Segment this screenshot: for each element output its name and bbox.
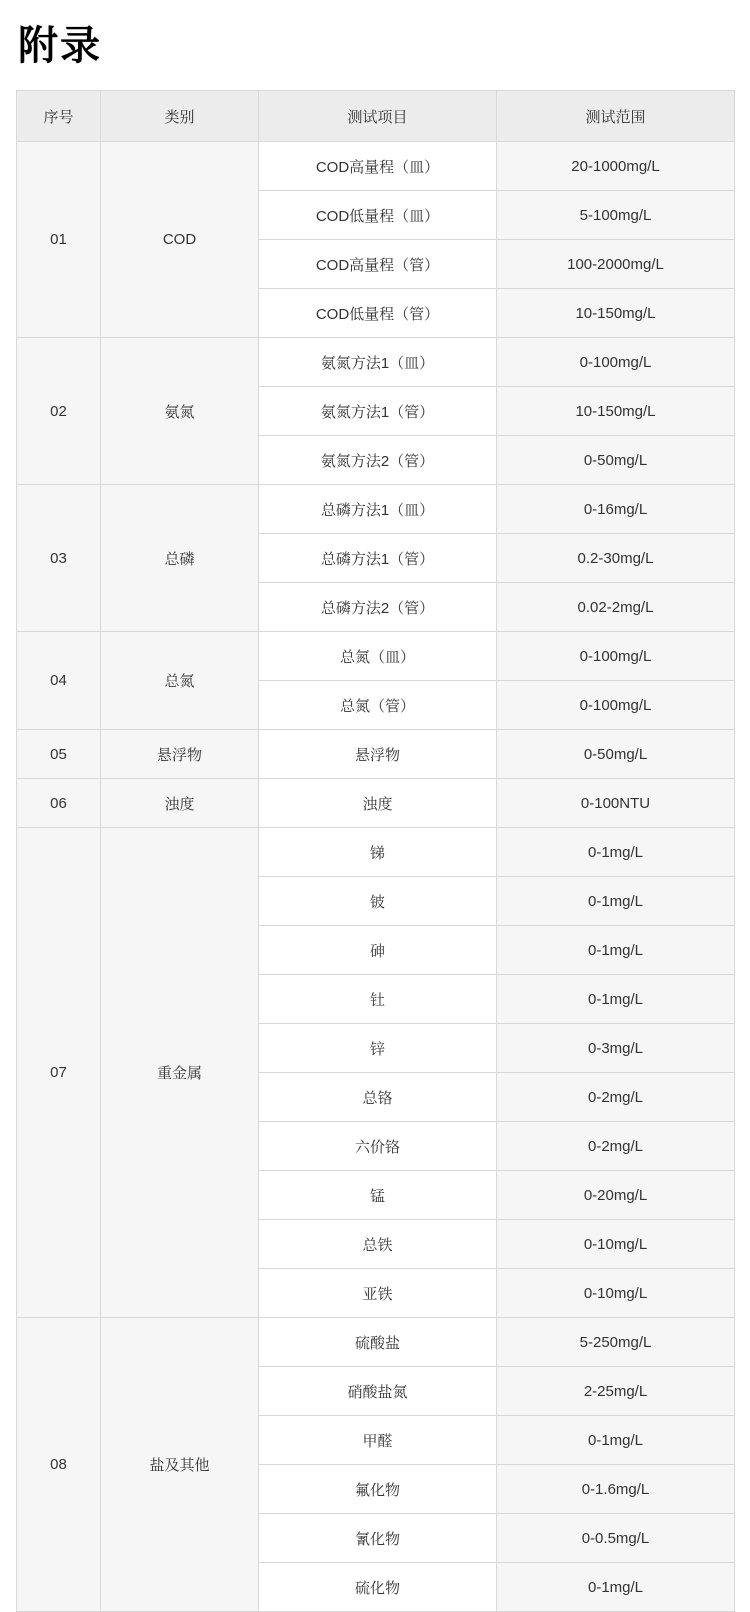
cell-range: 0-1mg/L	[497, 877, 735, 926]
cell-range: 0-16mg/L	[497, 485, 735, 534]
cell-no: 03	[17, 485, 101, 632]
cell-item: 锑	[259, 828, 497, 877]
cell-category: 浊度	[101, 779, 259, 828]
cell-item: 总磷方法2（管）	[259, 583, 497, 632]
cell-item: 氨氮方法1（管）	[259, 387, 497, 436]
cell-item: COD低量程（管）	[259, 289, 497, 338]
cell-item: 总磷方法1（皿）	[259, 485, 497, 534]
cell-category: 总磷	[101, 485, 259, 632]
cell-item: 铍	[259, 877, 497, 926]
cell-item: 钍	[259, 975, 497, 1024]
cell-range: 0-100mg/L	[497, 338, 735, 387]
cell-item: 总氮（皿）	[259, 632, 497, 681]
cell-item: 硝酸盐氮	[259, 1367, 497, 1416]
specification-table	[16, 90, 735, 1612]
cell-item: 锌	[259, 1024, 497, 1073]
column-header-item: 测试项目	[259, 91, 497, 142]
cell-item: 总磷方法1（管）	[259, 534, 497, 583]
cell-no: 07	[17, 828, 101, 1318]
cell-item: 浊度	[259, 779, 497, 828]
cell-item: COD低量程（皿）	[259, 191, 497, 240]
cell-item: 亚铁	[259, 1269, 497, 1318]
cell-range: 0-50mg/L	[497, 730, 735, 779]
cell-range: 20-1000mg/L	[497, 142, 735, 191]
table-row	[17, 338, 735, 387]
cell-no: 08	[17, 1318, 101, 1612]
cell-range: 0-50mg/L	[497, 436, 735, 485]
cell-range: 0-100NTU	[497, 779, 735, 828]
cell-item: 氰化物	[259, 1514, 497, 1563]
cell-item: 硫酸盐	[259, 1318, 497, 1367]
cell-range: 0-1mg/L	[497, 926, 735, 975]
cell-item: 锰	[259, 1171, 497, 1220]
cell-item: 氟化物	[259, 1465, 497, 1514]
cell-category: 总氮	[101, 632, 259, 730]
cell-range: 0-100mg/L	[497, 681, 735, 730]
cell-no: 01	[17, 142, 101, 338]
table-row	[17, 828, 735, 877]
cell-range: 0-10mg/L	[497, 1220, 735, 1269]
cell-item: 硫化物	[259, 1563, 497, 1612]
table-row	[17, 779, 735, 828]
table-row	[17, 485, 735, 534]
cell-no: 02	[17, 338, 101, 485]
cell-range: 10-150mg/L	[497, 289, 735, 338]
table-row	[17, 730, 735, 779]
cell-range: 100-2000mg/L	[497, 240, 735, 289]
cell-range: 0-1.6mg/L	[497, 1465, 735, 1514]
cell-range: 0-1mg/L	[497, 975, 735, 1024]
cell-item: 氨氮方法1（皿）	[259, 338, 497, 387]
cell-range: 10-150mg/L	[497, 387, 735, 436]
cell-range: 0-3mg/L	[497, 1024, 735, 1073]
cell-range: 5-250mg/L	[497, 1318, 735, 1367]
cell-range: 5-100mg/L	[497, 191, 735, 240]
cell-category: COD	[101, 142, 259, 338]
cell-category: 盐及其他	[101, 1318, 259, 1612]
page-title: 附录	[18, 24, 102, 68]
cell-range: 0-2mg/L	[497, 1122, 735, 1171]
cell-item: 氨氮方法2（管）	[259, 436, 497, 485]
table-header-row	[17, 91, 735, 142]
cell-range: 0-20mg/L	[497, 1171, 735, 1220]
cell-range: 0.2-30mg/L	[497, 534, 735, 583]
cell-range: 0-1mg/L	[497, 828, 735, 877]
cell-range: 2-25mg/L	[497, 1367, 735, 1416]
cell-item: 悬浮物	[259, 730, 497, 779]
table-row	[17, 142, 735, 191]
cell-item: COD高量程（皿）	[259, 142, 497, 191]
cell-item: 总铁	[259, 1220, 497, 1269]
cell-item: 六价铬	[259, 1122, 497, 1171]
column-header-no: 序号	[17, 91, 101, 142]
cell-category: 重金属	[101, 828, 259, 1318]
table-row	[17, 1318, 735, 1367]
cell-no: 06	[17, 779, 101, 828]
cell-no: 05	[17, 730, 101, 779]
cell-category: 氨氮	[101, 338, 259, 485]
cell-item: 总铬	[259, 1073, 497, 1122]
cell-range: 0-1mg/L	[497, 1416, 735, 1465]
cell-item: COD高量程（管）	[259, 240, 497, 289]
cell-range: 0-100mg/L	[497, 632, 735, 681]
cell-item: 总氮（管）	[259, 681, 497, 730]
column-header-range: 测试范围	[497, 91, 735, 142]
table-row	[17, 632, 735, 681]
cell-item: 砷	[259, 926, 497, 975]
column-header-category: 类别	[101, 91, 259, 142]
appendix-page	[0, 22, 750, 1612]
cell-range: 0.02-2mg/L	[497, 583, 735, 632]
cell-range: 0-2mg/L	[497, 1073, 735, 1122]
cell-range: 0-10mg/L	[497, 1269, 735, 1318]
cell-item: 甲醛	[259, 1416, 497, 1465]
table-header	[17, 91, 735, 142]
cell-category: 悬浮物	[101, 730, 259, 779]
cell-range: 0-0.5mg/L	[497, 1514, 735, 1563]
table-body	[17, 142, 735, 1612]
cell-no: 04	[17, 632, 101, 730]
cell-range: 0-1mg/L	[497, 1563, 735, 1612]
